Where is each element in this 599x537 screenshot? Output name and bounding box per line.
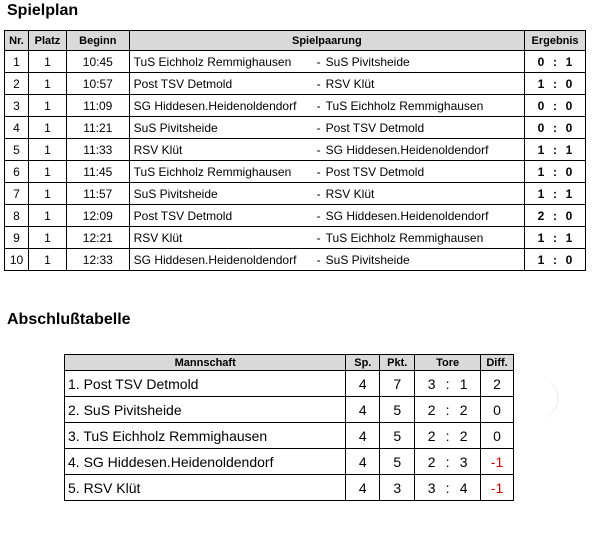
header-spielpaarung: Spielpaarung xyxy=(129,31,524,51)
team-punkte: 7 xyxy=(380,371,415,397)
abschlusstabelle-table xyxy=(64,354,514,501)
match-result xyxy=(525,227,586,249)
match-beginn: 10:57 xyxy=(66,73,129,95)
tore-kassiert: 3 xyxy=(459,453,468,470)
team-diff: 2 xyxy=(481,371,514,397)
home-team: Post TSV Detmold xyxy=(133,208,233,223)
match-nr: 9 xyxy=(5,227,29,249)
match-platz: 1 xyxy=(28,117,66,139)
table-row xyxy=(5,227,586,249)
match-nr: 2 xyxy=(5,73,29,95)
match-beginn: 11:33 xyxy=(66,139,129,161)
team-spiele: 4 xyxy=(346,449,380,475)
match-nr: 4 xyxy=(5,117,29,139)
pairing-separator: - xyxy=(316,98,321,113)
team-tore xyxy=(415,371,481,397)
match-platz: 1 xyxy=(28,139,66,161)
away-team: RSV Klüt xyxy=(325,76,375,91)
match-nr: 7 xyxy=(5,183,29,205)
tabelle-header-row xyxy=(65,355,514,371)
home-goals: 1 xyxy=(537,186,545,201)
match-pairing xyxy=(129,95,524,117)
team-name: 1. Post TSV Detmold xyxy=(65,371,346,397)
match-nr: 10 xyxy=(5,249,29,271)
header-nr: Nr. xyxy=(5,31,29,51)
table-row xyxy=(5,161,586,183)
match-result xyxy=(525,95,586,117)
table-row xyxy=(65,449,514,475)
team-spiele: 4 xyxy=(346,397,380,423)
team-tore xyxy=(415,423,481,449)
tore-geschossen: 2 xyxy=(427,401,436,418)
home-team: SuS Pivitsheide xyxy=(133,186,218,201)
away-goals: 0 xyxy=(565,98,573,113)
pairing-separator: - xyxy=(316,54,321,69)
tore-separator: : xyxy=(445,401,450,418)
away-team: RSV Klüt xyxy=(325,186,375,201)
match-pairing xyxy=(129,205,524,227)
header-platz: Platz xyxy=(28,31,66,51)
match-platz: 1 xyxy=(28,51,66,73)
match-platz: 1 xyxy=(28,73,66,95)
match-beginn: 12:09 xyxy=(66,205,129,227)
match-result xyxy=(525,249,586,271)
away-goals: 0 xyxy=(565,120,573,135)
away-goals: 0 xyxy=(565,208,573,223)
match-pairing xyxy=(129,227,524,249)
match-beginn: 12:33 xyxy=(66,249,129,271)
pairing-separator: - xyxy=(316,252,321,267)
table-row xyxy=(5,95,586,117)
match-nr: 1 xyxy=(5,51,29,73)
match-nr: 6 xyxy=(5,161,29,183)
header-ergebnis: Ergebnis xyxy=(525,31,586,51)
team-spiele: 4 xyxy=(346,371,380,397)
tore-geschossen: 2 xyxy=(427,453,436,470)
match-pairing xyxy=(129,139,524,161)
team-name: 5. RSV Klüt xyxy=(65,475,346,501)
match-result xyxy=(525,205,586,227)
team-tore xyxy=(415,475,481,501)
tore-separator: : xyxy=(445,453,450,470)
match-result xyxy=(525,139,586,161)
match-beginn: 11:57 xyxy=(66,183,129,205)
table-row xyxy=(65,423,514,449)
team-spiele: 4 xyxy=(346,423,380,449)
home-team: TuS Eichholz Remmighausen xyxy=(133,54,292,69)
header-pkt: Pkt. xyxy=(380,355,415,371)
pairing-separator: - xyxy=(316,208,321,223)
score-separator: : xyxy=(553,208,558,223)
tore-separator: : xyxy=(445,427,450,444)
match-nr: 5 xyxy=(5,139,29,161)
table-row xyxy=(65,371,514,397)
tore-kassiert: 4 xyxy=(459,479,468,496)
away-goals: 1 xyxy=(565,142,573,157)
team-diff: -1 xyxy=(481,449,514,475)
header-mannschaft: Mannschaft xyxy=(65,355,346,371)
team-punkte: 5 xyxy=(380,397,415,423)
table-row xyxy=(5,183,586,205)
tore-kassiert: 2 xyxy=(459,401,468,418)
home-team: Post TSV Detmold xyxy=(133,76,233,91)
abschlusstabelle-title: Abschlußtabelle xyxy=(7,311,131,328)
tore-separator: : xyxy=(445,479,450,496)
pairing-separator: - xyxy=(316,142,321,157)
team-name: 3. TuS Eichholz Remmighausen xyxy=(65,423,346,449)
score-separator: : xyxy=(553,98,558,113)
match-result xyxy=(525,51,586,73)
tore-geschossen: 2 xyxy=(427,427,436,444)
tore-geschossen: 3 xyxy=(427,479,436,496)
match-result xyxy=(525,73,586,95)
away-team: TuS Eichholz Remmighausen xyxy=(325,98,484,113)
team-diff: 0 xyxy=(481,397,514,423)
away-goals: 0 xyxy=(565,252,573,267)
tore-kassiert: 1 xyxy=(459,375,468,392)
table-row xyxy=(65,475,514,501)
away-team: SG Hiddesen.Heidenoldendorf xyxy=(325,208,489,223)
team-name: 4. SG Hiddesen.Heidenoldendorf xyxy=(65,449,346,475)
tore-separator: : xyxy=(445,375,450,392)
team-tore xyxy=(415,397,481,423)
home-team: RSV Klüt xyxy=(133,142,183,157)
table-row xyxy=(5,73,586,95)
away-team: TuS Eichholz Remmighausen xyxy=(325,230,484,245)
match-platz: 1 xyxy=(28,205,66,227)
score-separator: : xyxy=(553,120,558,135)
match-pairing xyxy=(129,117,524,139)
home-goals: 1 xyxy=(537,142,545,157)
pairing-separator: - xyxy=(316,76,321,91)
match-beginn: 11:45 xyxy=(66,161,129,183)
tore-kassiert: 2 xyxy=(459,427,468,444)
score-separator: : xyxy=(553,186,558,201)
match-beginn: 12:21 xyxy=(66,227,129,249)
pairing-separator: - xyxy=(316,164,321,179)
team-tore xyxy=(415,449,481,475)
home-team: SuS Pivitsheide xyxy=(133,120,218,135)
away-goals: 0 xyxy=(565,76,573,91)
match-pairing xyxy=(129,249,524,271)
home-goals: 0 xyxy=(537,120,545,135)
team-name: 2. SuS Pivitsheide xyxy=(65,397,346,423)
match-nr: 3 xyxy=(5,95,29,117)
home-team: SG Hiddesen.Heidenoldendorf xyxy=(133,252,297,267)
score-separator: : xyxy=(553,252,558,267)
match-platz: 1 xyxy=(28,161,66,183)
match-pairing xyxy=(129,73,524,95)
spielplan-title: Spielplan xyxy=(7,2,79,19)
home-goals: 1 xyxy=(537,76,545,91)
away-team: SuS Pivitsheide xyxy=(325,54,410,69)
team-spiele: 4 xyxy=(346,475,380,501)
away-goals: 1 xyxy=(565,54,573,69)
home-goals: 1 xyxy=(537,252,545,267)
match-pairing xyxy=(129,161,524,183)
table-row xyxy=(5,205,586,227)
match-platz: 1 xyxy=(28,183,66,205)
home-goals: 0 xyxy=(537,54,545,69)
background-mark xyxy=(527,378,559,418)
away-goals: 0 xyxy=(565,164,573,179)
header-tore: Tore xyxy=(415,355,481,371)
pairing-separator: - xyxy=(316,120,321,135)
team-punkte: 5 xyxy=(380,423,415,449)
score-separator: : xyxy=(553,164,558,179)
score-separator: : xyxy=(553,76,558,91)
home-goals: 0 xyxy=(537,98,545,113)
home-team: TuS Eichholz Remmighausen xyxy=(133,164,292,179)
home-team: RSV Klüt xyxy=(133,230,183,245)
match-result xyxy=(525,161,586,183)
away-team: SG Hiddesen.Heidenoldendorf xyxy=(325,142,489,157)
match-pairing xyxy=(129,183,524,205)
table-row xyxy=(5,51,586,73)
home-goals: 1 xyxy=(537,164,545,179)
team-punkte: 5 xyxy=(380,449,415,475)
header-sp: Sp. xyxy=(346,355,380,371)
match-pairing xyxy=(129,51,524,73)
score-separator: : xyxy=(553,230,558,245)
match-platz: 1 xyxy=(28,227,66,249)
match-beginn: 11:09 xyxy=(66,95,129,117)
match-result xyxy=(525,183,586,205)
match-beginn: 11:21 xyxy=(66,117,129,139)
away-goals: 1 xyxy=(565,230,573,245)
match-platz: 1 xyxy=(28,95,66,117)
away-team: Post TSV Detmold xyxy=(325,164,425,179)
table-row xyxy=(65,397,514,423)
match-platz: 1 xyxy=(28,249,66,271)
away-team: SuS Pivitsheide xyxy=(325,252,410,267)
home-goals: 2 xyxy=(537,208,545,223)
match-nr: 8 xyxy=(5,205,29,227)
home-goals: 1 xyxy=(537,230,545,245)
away-goals: 1 xyxy=(565,186,573,201)
header-beginn: Beginn xyxy=(66,31,129,51)
score-separator: : xyxy=(553,142,558,157)
tore-geschossen: 3 xyxy=(427,375,436,392)
match-beginn: 10:45 xyxy=(66,51,129,73)
match-result xyxy=(525,117,586,139)
spielplan-table xyxy=(4,30,586,271)
header-diff: Diff. xyxy=(481,355,514,371)
score-separator: : xyxy=(553,54,558,69)
home-team: SG Hiddesen.Heidenoldendorf xyxy=(133,98,297,113)
team-diff: 0 xyxy=(481,423,514,449)
table-row xyxy=(5,249,586,271)
team-punkte: 3 xyxy=(380,475,415,501)
team-diff: -1 xyxy=(481,475,514,501)
pairing-separator: - xyxy=(316,230,321,245)
pairing-separator: - xyxy=(316,186,321,201)
table-row xyxy=(5,117,586,139)
spielplan-header-row xyxy=(5,31,586,51)
away-team: Post TSV Detmold xyxy=(325,120,425,135)
table-row xyxy=(5,139,586,161)
